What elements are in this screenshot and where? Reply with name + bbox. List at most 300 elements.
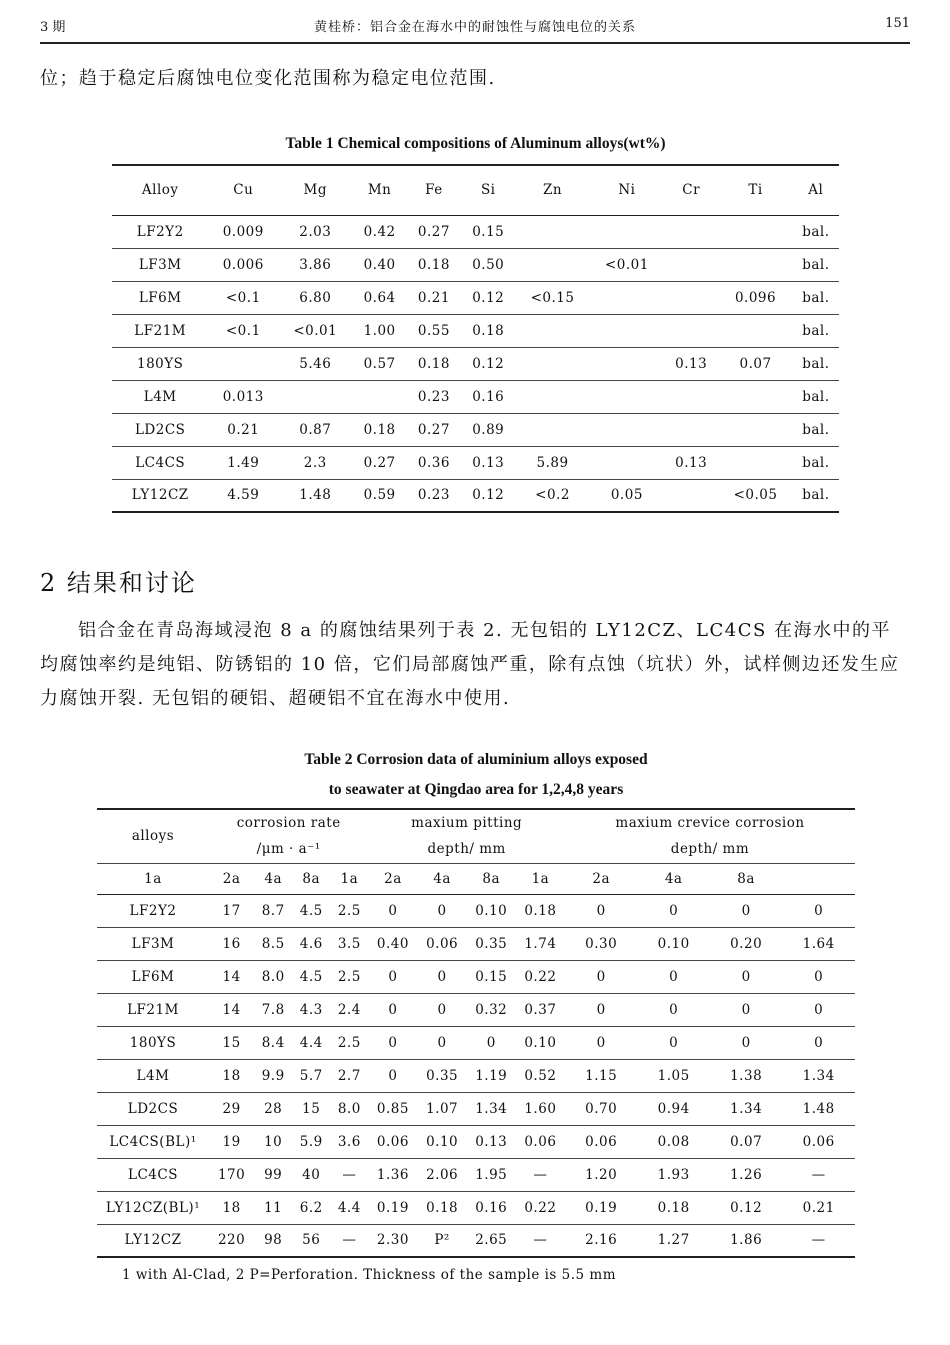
table-cell: 0.57 <box>363 355 396 372</box>
table-cell <box>664 215 718 248</box>
table-cell: 19 <box>222 1133 241 1150</box>
table-cell: 4.4 <box>299 1034 323 1051</box>
table-cell: 2.5 <box>337 968 361 985</box>
table-cell: 1.15 <box>585 1067 618 1084</box>
table-cell: 1.36 <box>376 1166 409 1183</box>
table-cell: bal. <box>802 487 830 504</box>
table-cell: <0.15 <box>530 289 575 306</box>
table-cell: 0.87 <box>299 421 332 438</box>
table-cell: 0.27 <box>417 223 450 240</box>
table-cell: 0.16 <box>475 1199 508 1216</box>
table-cell: 1.19 <box>475 1067 508 1084</box>
table-cell: 0.10 <box>475 902 508 919</box>
table-cell: 0 <box>741 902 751 919</box>
table-cell: 8.0 <box>261 968 285 985</box>
table-cell: 0.22 <box>524 1199 557 1216</box>
table-cell <box>664 314 718 347</box>
table-cell: 0 <box>741 968 751 985</box>
table1-col-header: Si <box>480 182 496 199</box>
table-cell: 1.07 <box>426 1100 459 1117</box>
table-cell: 2.4 <box>337 1001 361 1018</box>
table-cell: 0.40 <box>363 256 396 273</box>
table-cell: 0 <box>669 1001 679 1018</box>
alloy-name: 180YS <box>129 1034 177 1051</box>
table-cell <box>515 248 589 281</box>
table-cell: 4.59 <box>227 487 260 504</box>
table-cell: 5.7 <box>299 1067 323 1084</box>
table-cell: 0.35 <box>475 935 508 952</box>
table-cell <box>664 380 718 413</box>
table1-col-header: Ni <box>618 182 636 199</box>
alloy-name: LF6M <box>138 289 182 306</box>
table-cell: bal. <box>802 355 830 372</box>
alloy-name: LY12CZ <box>131 487 189 504</box>
table-cell: — <box>811 1166 826 1183</box>
table-cell: 0.21 <box>227 421 260 438</box>
table-cell: 0.21 <box>802 1199 835 1216</box>
table-cell: bal. <box>802 223 830 240</box>
table-cell: 0 <box>596 902 606 919</box>
table-cell: 15 <box>302 1100 321 1117</box>
table1-col-header: Al <box>808 182 824 199</box>
year-header: 1a <box>144 870 162 887</box>
table-row <box>112 380 839 413</box>
table-cell: 2.5 <box>337 1034 361 1051</box>
table-row <box>112 215 839 248</box>
table-cell: 10 <box>264 1133 283 1150</box>
table-cell <box>208 347 278 380</box>
table-cell: <0.1 <box>225 322 261 339</box>
table-cell: 0.70 <box>585 1100 618 1117</box>
table-cell: 18 <box>222 1067 241 1084</box>
table2-footnote: 1 with Al-Clad, 2 P=Perforation. Thickness of the sample is 5.5 mm <box>122 1267 617 1283</box>
table-cell: 0.16 <box>472 388 505 405</box>
running-header <box>40 12 910 44</box>
section-heading: 2 结果和讨论 <box>40 569 197 597</box>
table-cell: 2.06 <box>426 1166 459 1183</box>
table-cell: 0.55 <box>417 322 450 339</box>
table-cell: 0.89 <box>472 421 505 438</box>
table-cell: 0.15 <box>472 223 505 240</box>
table-cell: 1.20 <box>585 1166 618 1183</box>
table-cell: 0 <box>669 1034 679 1051</box>
table-cell: 0.006 <box>222 256 264 273</box>
year-header: 8a <box>302 870 321 887</box>
table-cell: <0.2 <box>535 487 570 504</box>
table-cell: 220 <box>217 1232 246 1249</box>
corrosion-rate-header: corrosion rate <box>236 815 341 831</box>
alloy-name: LF2Y2 <box>136 223 184 240</box>
table-cell <box>718 314 792 347</box>
table-cell: 1.38 <box>730 1067 763 1084</box>
table-cell <box>590 281 664 314</box>
table-cell: 15 <box>222 1034 241 1051</box>
table-cell: 1.34 <box>730 1100 763 1117</box>
table-cell <box>515 314 589 347</box>
table-cell: 0.18 <box>657 1199 690 1216</box>
table-cell: 11 <box>264 1199 283 1216</box>
page-number: 151 <box>885 16 910 31</box>
table-cell: 0.52 <box>524 1067 557 1084</box>
table-cell: 0 <box>437 902 447 919</box>
table-cell: 0.32 <box>475 1001 508 1018</box>
table-cell: 2.30 <box>376 1232 409 1249</box>
table-cell <box>515 215 589 248</box>
table-cell: 1.86 <box>730 1232 763 1249</box>
table-cell: 2.3 <box>303 454 327 471</box>
table-cell: 28 <box>264 1100 283 1117</box>
alloy-name: L4M <box>136 1067 170 1084</box>
table-cell: 0.18 <box>426 1199 459 1216</box>
table-cell <box>590 215 664 248</box>
alloy-name: LF2Y2 <box>129 902 177 919</box>
table-cell: bal. <box>802 322 830 339</box>
table-cell: 1.48 <box>299 487 332 504</box>
alloy-name: LD2CS <box>134 421 186 438</box>
table-cell: 0.18 <box>363 421 396 438</box>
table-cell: 1.48 <box>802 1100 835 1117</box>
table-cell: <0.05 <box>733 487 778 504</box>
table1-chemical-compositions <box>112 164 839 513</box>
table-cell: <0.01 <box>604 256 649 273</box>
table-cell: 4.6 <box>299 935 323 952</box>
table-cell: 0 <box>388 1067 398 1084</box>
table-cell: 0.23 <box>417 388 450 405</box>
table1-header-row <box>112 165 839 215</box>
crevice-depth-header: maxium crevice corrosion <box>615 815 805 831</box>
table-cell: 8.7 <box>261 902 285 919</box>
table2-years-row <box>97 863 855 894</box>
table-cell: 0.06 <box>585 1133 618 1150</box>
table-cell: 16 <box>222 935 241 952</box>
table-cell: 40 <box>302 1166 321 1183</box>
corrosion-rate-unit: /μm · a⁻¹ <box>256 841 321 858</box>
table-cell: 0 <box>669 902 679 919</box>
alloy-name: LF3M <box>131 935 175 952</box>
table-cell: 0.07 <box>739 355 772 372</box>
table-cell: 8.5 <box>261 935 285 952</box>
table1-col-header: Fe <box>425 182 443 199</box>
table-cell <box>515 380 589 413</box>
table-cell: 0.10 <box>524 1034 557 1051</box>
year-header: 1a <box>531 870 550 887</box>
table-cell: 1.49 <box>227 454 260 471</box>
alloy-name: LC4CS(BL)¹ <box>109 1133 197 1150</box>
table-cell: 0.42 <box>363 223 396 240</box>
table-cell: 1.27 <box>657 1232 690 1249</box>
table-cell: 0.22 <box>524 968 557 985</box>
table-cell: 0.13 <box>472 454 505 471</box>
table-cell: <0.1 <box>225 289 261 306</box>
table-cell: 0.40 <box>376 935 409 952</box>
table-cell: 3.6 <box>337 1133 361 1150</box>
alloy-name: LC4CS <box>128 1166 178 1183</box>
table-cell: 7.8 <box>261 1001 285 1018</box>
table-cell: 0.13 <box>475 1133 508 1150</box>
table-cell: 9.9 <box>261 1067 285 1084</box>
table-cell: 0.36 <box>417 454 450 471</box>
table-row <box>112 314 839 347</box>
table2-corrosion-data <box>97 808 855 1258</box>
table-cell: 3.5 <box>337 935 361 952</box>
table-cell <box>718 215 792 248</box>
table-cell: 17 <box>222 902 241 919</box>
table-row <box>97 1191 855 1224</box>
table-cell <box>664 413 718 446</box>
table-cell <box>718 446 792 479</box>
table-cell: 0.64 <box>363 289 396 306</box>
table-cell: 0.59 <box>363 487 396 504</box>
table-cell: 0.07 <box>730 1133 763 1150</box>
table-cell: 0.27 <box>417 421 450 438</box>
table-cell: 0 <box>388 968 398 985</box>
table-cell: 8.4 <box>261 1034 285 1051</box>
year-header: 2a <box>222 870 241 887</box>
table-cell: 0.35 <box>426 1067 459 1084</box>
table-cell: bal. <box>802 454 830 471</box>
alloy-name: LC4CS <box>135 454 186 471</box>
table-row <box>97 894 855 927</box>
table-cell: 0.08 <box>657 1133 690 1150</box>
table-cell: 5.9 <box>299 1133 323 1150</box>
alloy-name: L4M <box>143 388 177 405</box>
table-row <box>97 1059 855 1092</box>
table-cell: 0 <box>814 968 824 985</box>
table-cell: 4.5 <box>299 968 323 985</box>
table1-col-header: Alloy <box>141 182 179 199</box>
table-row <box>97 1092 855 1125</box>
year-header: 2a <box>592 870 610 887</box>
table-cell: 0.21 <box>417 289 450 306</box>
table-cell: 1.74 <box>524 935 557 952</box>
table-cell <box>590 413 664 446</box>
intro-line: 位；趋于稳定后腐蚀电位变化范围称为稳定电位范围. <box>40 68 496 89</box>
alloy-name: LY12CZ <box>124 1232 182 1249</box>
table-cell: — <box>811 1232 826 1249</box>
table-cell: 0.10 <box>657 935 690 952</box>
table-cell <box>664 248 718 281</box>
table-cell: 0.37 <box>524 1001 557 1018</box>
table-row <box>97 1125 855 1158</box>
table-cell: 1.00 <box>363 322 396 339</box>
year-header: 4a <box>664 870 683 887</box>
alloy-name: LF21M <box>134 322 187 339</box>
table-cell: 4.4 <box>337 1199 361 1216</box>
table-cell <box>590 446 664 479</box>
year-header: 2a <box>384 870 402 887</box>
table-cell: 2.03 <box>299 223 332 240</box>
table-cell: 3.86 <box>299 256 332 273</box>
table-cell: 29 <box>222 1100 241 1117</box>
table-row <box>97 1026 855 1059</box>
table-row <box>97 993 855 1026</box>
table-cell: 98 <box>264 1232 283 1249</box>
table-cell: 0.13 <box>675 454 708 471</box>
table-cell: 0.06 <box>376 1133 409 1150</box>
alloy-name: LD2CS <box>127 1100 179 1117</box>
table-cell: 1.34 <box>475 1100 508 1117</box>
table-cell: 0 <box>437 968 447 985</box>
table-cell <box>590 380 664 413</box>
table-cell: 0 <box>814 1034 824 1051</box>
table-cell: 0.10 <box>426 1133 459 1150</box>
table-cell: 99 <box>264 1166 283 1183</box>
year-header: 4a <box>264 870 283 887</box>
table-row <box>112 479 839 512</box>
table-cell: 2.16 <box>585 1232 618 1249</box>
table-cell: — <box>533 1232 548 1249</box>
table-row <box>112 347 839 380</box>
table-cell <box>278 380 352 413</box>
table-row <box>97 927 855 960</box>
section-paragraph: 铝合金在青岛海域浸泡 8 a 的腐蚀结果列于表 2. 无包铝的 LY12CZ、LC4CS 在海水中的平均腐蚀率约是纯铝、防锈铝的 10 倍，它们局部腐蚀严重，除有点蚀（坑状）外，试样侧边还发生应力腐蚀开裂. 无包铝的硬铝、超硬铝不宜在海水中使用. <box>40 620 900 709</box>
table1-col-header: Cu <box>233 182 254 199</box>
table-row <box>112 248 839 281</box>
table1-col-header: Mn <box>367 182 392 199</box>
table1-col-header: Ti <box>748 182 763 199</box>
table-cell <box>515 347 589 380</box>
table-cell: 2.5 <box>337 902 361 919</box>
table-cell: 0 <box>437 1001 447 1018</box>
table-cell: 0.12 <box>472 289 505 306</box>
table-cell: 2.7 <box>337 1067 361 1084</box>
table-cell: 0.06 <box>426 935 459 952</box>
table-cell: 0.30 <box>585 935 618 952</box>
table-cell: 0 <box>388 1034 398 1051</box>
table-cell: 0.85 <box>376 1100 409 1117</box>
table-cell <box>664 281 718 314</box>
issue-number: 3 期 <box>40 20 66 35</box>
alloys-column-header: alloys <box>131 828 175 845</box>
table-cell: 0.94 <box>657 1100 690 1117</box>
table-cell: 4.5 <box>299 902 323 919</box>
table-cell <box>718 248 792 281</box>
table-cell: 0.12 <box>472 487 505 504</box>
table-cell: bal. <box>802 256 830 273</box>
table-row <box>112 446 839 479</box>
table2-caption-line2: to seawater at Qingdao area for 1,2,4,8 years <box>328 781 624 798</box>
table-cell: 0.18 <box>472 322 505 339</box>
table-cell: 0.20 <box>730 935 763 952</box>
table1-col-header: Zn <box>543 182 563 199</box>
table-cell: 0.15 <box>475 968 508 985</box>
table-cell: <0.01 <box>293 322 338 339</box>
crevice-depth-unit: depth/ mm <box>670 841 750 858</box>
alloy-name: LF21M <box>127 1001 179 1018</box>
table-cell: 0.009 <box>222 223 264 240</box>
table-cell: 0.05 <box>610 487 643 504</box>
table-cell: 0 <box>486 1034 496 1051</box>
table-cell: — <box>342 1232 357 1249</box>
table-row <box>97 1158 855 1191</box>
table-cell: 0.18 <box>417 256 450 273</box>
table-cell: — <box>533 1166 548 1183</box>
table-cell: 5.46 <box>299 355 332 372</box>
table-cell: 2.65 <box>475 1232 508 1249</box>
table-cell: 0 <box>388 902 398 919</box>
table-cell: 0.06 <box>802 1133 835 1150</box>
table-cell: 0 <box>596 1034 606 1051</box>
table-cell: bal. <box>802 388 830 405</box>
table-cell: bal. <box>802 289 830 306</box>
table-cell: 0 <box>596 1001 606 1018</box>
table-cell: 0 <box>741 1034 751 1051</box>
running-title: 黄桂桥：铝合金在海水中的耐蚀性与腐蚀电位的关系 <box>313 20 636 35</box>
table-cell: 0.50 <box>472 256 505 273</box>
table-cell: 0 <box>596 968 606 985</box>
table-cell: 0.27 <box>363 454 396 471</box>
table-cell <box>664 479 718 512</box>
table2-caption-line1: Table 2 Corrosion data of aluminium alloys exposed <box>304 751 648 768</box>
table-cell: 14 <box>222 1001 241 1018</box>
table-row <box>112 413 839 446</box>
table-cell <box>515 413 589 446</box>
table-cell: 18 <box>222 1199 241 1216</box>
table-cell <box>590 347 664 380</box>
table-cell: 0.12 <box>472 355 505 372</box>
table-cell: 8.0 <box>337 1100 361 1117</box>
table-cell: 1.34 <box>802 1067 835 1084</box>
table-row <box>97 960 855 993</box>
table-cell: 0.013 <box>222 388 264 405</box>
table-cell: 0.06 <box>524 1133 557 1150</box>
table-cell: 5.89 <box>536 454 569 471</box>
table-cell: 0 <box>814 1001 824 1018</box>
table-cell <box>718 413 792 446</box>
year-header: 4a <box>433 870 451 887</box>
table-cell: 1.60 <box>524 1100 557 1117</box>
table-cell: 0 <box>669 968 679 985</box>
alloy-name: 180YS <box>136 355 184 372</box>
pitting-depth-unit: depth/ mm <box>427 841 506 858</box>
year-header: 1a <box>340 870 359 887</box>
table-cell: 0.096 <box>734 289 777 306</box>
pitting-depth-header: maxium pitting <box>411 815 523 831</box>
table-cell <box>590 314 664 347</box>
alloy-name: LF6M <box>131 968 175 985</box>
table-cell: 1.93 <box>657 1166 690 1183</box>
table-cell: 0.12 <box>730 1199 763 1216</box>
table-cell: 0.19 <box>585 1199 618 1216</box>
table-cell: P² <box>434 1232 450 1249</box>
table-cell: 0.18 <box>417 355 450 372</box>
table-cell: 6.2 <box>299 1199 323 1216</box>
table-cell: 4.3 <box>299 1001 323 1018</box>
year-header: 8a <box>737 870 755 887</box>
alloy-name: LY12CZ(BL)¹ <box>105 1199 201 1216</box>
table1-col-header: Mg <box>303 182 328 199</box>
table1-caption: Table 1 Chemical compositions of Aluminum alloys(wt%) <box>285 135 666 152</box>
alloy-name: LF3M <box>138 256 182 273</box>
table-cell: 0 <box>741 1001 751 1018</box>
table-cell: 170 <box>217 1166 246 1183</box>
table-cell: 0 <box>437 1034 447 1051</box>
table-cell: 1.05 <box>657 1067 690 1084</box>
table-cell: 0.18 <box>524 902 557 919</box>
table-cell: 0.23 <box>417 487 450 504</box>
table-cell: bal. <box>802 421 830 438</box>
table-cell: 1.95 <box>475 1166 508 1183</box>
table-cell: 56 <box>302 1232 321 1249</box>
table-cell: 1.64 <box>802 935 835 952</box>
table1-col-header: Cr <box>682 182 701 199</box>
table-cell: 14 <box>222 968 241 985</box>
table-cell: 0 <box>388 1001 398 1018</box>
table-cell <box>352 380 406 413</box>
table-row <box>97 1224 855 1257</box>
table-cell: 0.19 <box>376 1199 409 1216</box>
year-header: 8a <box>482 870 501 887</box>
